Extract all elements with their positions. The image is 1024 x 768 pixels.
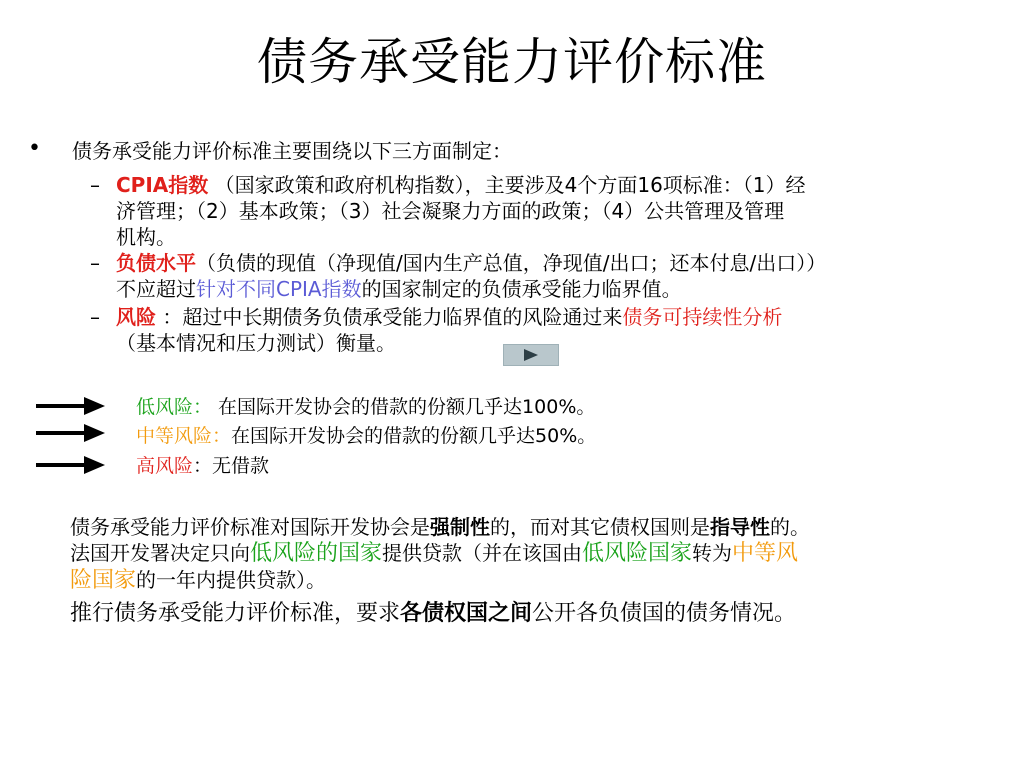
debt-line-2	[116, 276, 1014, 302]
cpia-link[interactable]: 针对不同CPIA指数	[196, 277, 362, 301]
debt-line-1	[116, 250, 1014, 276]
text-run: 中等风	[732, 541, 799, 566]
risk-level-high	[136, 454, 269, 478]
play-button[interactable]	[503, 344, 559, 366]
cpia-line-2: 济管理；（2）基本政策；（3）社会凝聚力方面的政策；（4）公共管理及管理	[116, 199, 785, 223]
text-run: 的，而对其它债权国则是	[490, 515, 710, 539]
cpia-line-3: 机构。	[116, 225, 176, 249]
risk-level-medium	[136, 424, 596, 448]
risk-level-label: 高风险	[136, 455, 194, 477]
debt-text: （负债的现值（净现值/国内生产总值，净现值/出口；还本付息/出口））	[196, 251, 827, 275]
text-run: 的。	[770, 515, 810, 539]
arrow-icon	[36, 396, 106, 416]
paragraph-1	[70, 514, 1016, 594]
main-bullet-text: 债务承受能力评价标准主要围绕以下三方面制定：	[72, 139, 512, 163]
risk-label: 风险	[116, 305, 156, 329]
text-run: 低风险的国家	[250, 541, 383, 566]
text-run: 低风险国家	[582, 541, 693, 566]
risk-line-1	[116, 304, 1014, 330]
risk-line-2: （基本情况和压力测试）衡量。	[116, 331, 396, 355]
arrow-icon	[36, 423, 106, 443]
text-run: 法国开发署决定只向	[70, 541, 250, 565]
text-run: 各债权国之间	[400, 601, 533, 626]
cpia-line-1	[116, 172, 1014, 198]
text-run: 转为	[692, 541, 733, 565]
risk-text: ：超过中长期债务负债承受能力临界值的风险通过来	[156, 305, 623, 329]
paragraph-2	[70, 601, 1016, 627]
dsa-link[interactable]: 债务可持续性分析	[622, 305, 783, 329]
bullet-marker: •	[28, 136, 41, 161]
slide-title: 债务承受能力评价标准	[257, 33, 767, 91]
dash-marker: –	[90, 251, 100, 275]
risk-level-label: 低风险：	[136, 396, 213, 418]
text-run: 推行债务承受能力评价标准，要求	[70, 601, 401, 626]
risk-level-text: ：无借款	[193, 455, 270, 477]
arrow-icon	[36, 455, 106, 475]
debt-item	[116, 250, 1014, 302]
text-run: 险国家	[70, 568, 137, 593]
dash-marker: –	[90, 173, 100, 197]
debt-text-b: 的国家制定的负债承受能力临界值。	[361, 277, 682, 301]
debt-label: 负债水平	[116, 251, 196, 275]
text-run: 提供贷款（并在该国由	[382, 541, 583, 565]
paragraph-1-line-2	[70, 540, 1016, 567]
cpia-text: （国家政策和政府机构指数），主要涉及4个方面16项标准：（1）经	[208, 173, 806, 197]
cpia-label: CPIA指数	[116, 173, 209, 197]
risk-level-text: 在国际开发协会的借款的份额几乎达50%。	[231, 425, 597, 447]
text-run: 强制性	[430, 515, 490, 539]
risk-item	[116, 304, 1014, 356]
text-run: 债务承受能力评价标准对国际开发协会是	[70, 515, 430, 539]
risk-level-low	[136, 395, 595, 419]
cpia-item	[116, 172, 1014, 250]
debt-text-a: 不应超过	[116, 277, 196, 301]
play-icon	[522, 348, 540, 362]
paragraph-1-line-1	[70, 514, 1016, 540]
paragraph-1-line-3	[70, 567, 1016, 594]
text-run: 指导性	[710, 515, 770, 539]
text-run: 的一年内提供贷款）。	[136, 568, 327, 592]
dash-marker: –	[90, 305, 100, 329]
risk-level-label: 中等风险：	[136, 425, 232, 447]
text-run: 公开各负债国的债务情况。	[532, 601, 797, 626]
risk-level-text: 在国际开发协会的借款的份额几乎达100%。	[212, 396, 596, 418]
